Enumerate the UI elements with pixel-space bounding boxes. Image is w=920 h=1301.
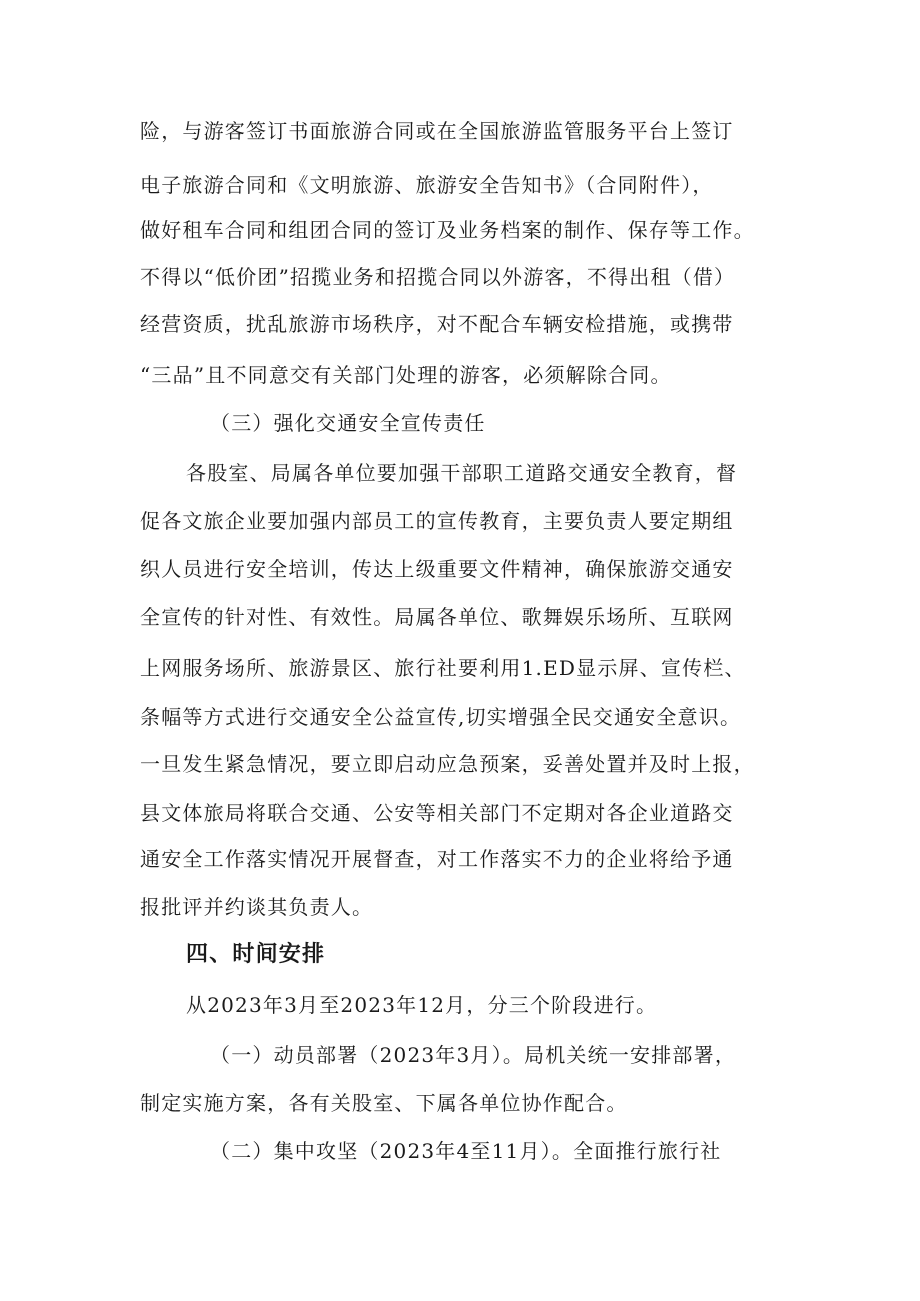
body-text-line: 制定实施方案，各有关股室、下属各单位协作配合。 [140,1091,628,1115]
body-text-line: 县文体旅局将联合交通、公安等相关部门不定期对各企业道路交 [140,801,734,825]
body-text-line: 经营资质，扰乱旅游市场秩序，对不配合车辆安检措施，或携带 [140,312,734,336]
section-subheading: （三）强化交通安全宣传责任 [210,411,486,435]
body-text-line: 各股室、局属各单位要加强干部职工道路交通安全教育，督 [186,461,738,485]
body-text-line: （一）动员部署（2023年3月）。局机关统一安排部署， [210,1043,737,1067]
section-heading: 四、时间安排 [186,942,326,967]
body-text-line: 做好租车合同和组团合同的签订及业务档案的制作、保存等工作。 [140,218,755,242]
body-text-line: （二）集中攻坚（2023年4至11月）。全面推行旅行社 [210,1139,722,1163]
body-text-line: “三品”且不同意交有关部门处理的游客，必须解除合同。 [140,363,672,387]
body-text-line: 织人员进行安全培训，传达上级重要文件精神，确保旅游交通安 [140,557,734,581]
body-text-line: 一旦发生紧急情况，要立即启动应急预案，妥善处置并及时上报， [140,752,755,776]
body-text-line: 不得以“低价团”招揽业务和招揽合同以外游客，不得出租（借） [140,265,736,289]
body-text-line: 全宣传的针对性、有效性。局属各单位、歌舞娱乐场所、互联网 [140,605,734,629]
body-text-line: 促各文旅企业要加强内部员工的宣传教育，主要负责人要定期组 [140,509,734,533]
body-text-line: 从2023年3月至2023年12月，分三个阶段进行。 [186,993,658,1017]
body-text-line: 条幅等方式进行交通安全公益宣传,切实增强全民交通安全意识。 [140,705,742,729]
body-text-line: 险，与游客签订书面旅游合同或在全国旅游监管服务平台上签订 [140,119,734,143]
body-text-line: 上网服务场所、旅游景区、旅行社要利用1.ED显示屏、宣传栏、 [140,656,746,680]
body-text-line: 报批评并约谈其负责人。 [140,895,374,919]
body-text-line: 电子旅游合同和《文明旅游、旅游安全告知书》（合同附件）， [140,173,714,197]
body-text-line: 通安全工作落实情况开展督查，对工作落实不力的企业将给予通 [140,847,734,871]
